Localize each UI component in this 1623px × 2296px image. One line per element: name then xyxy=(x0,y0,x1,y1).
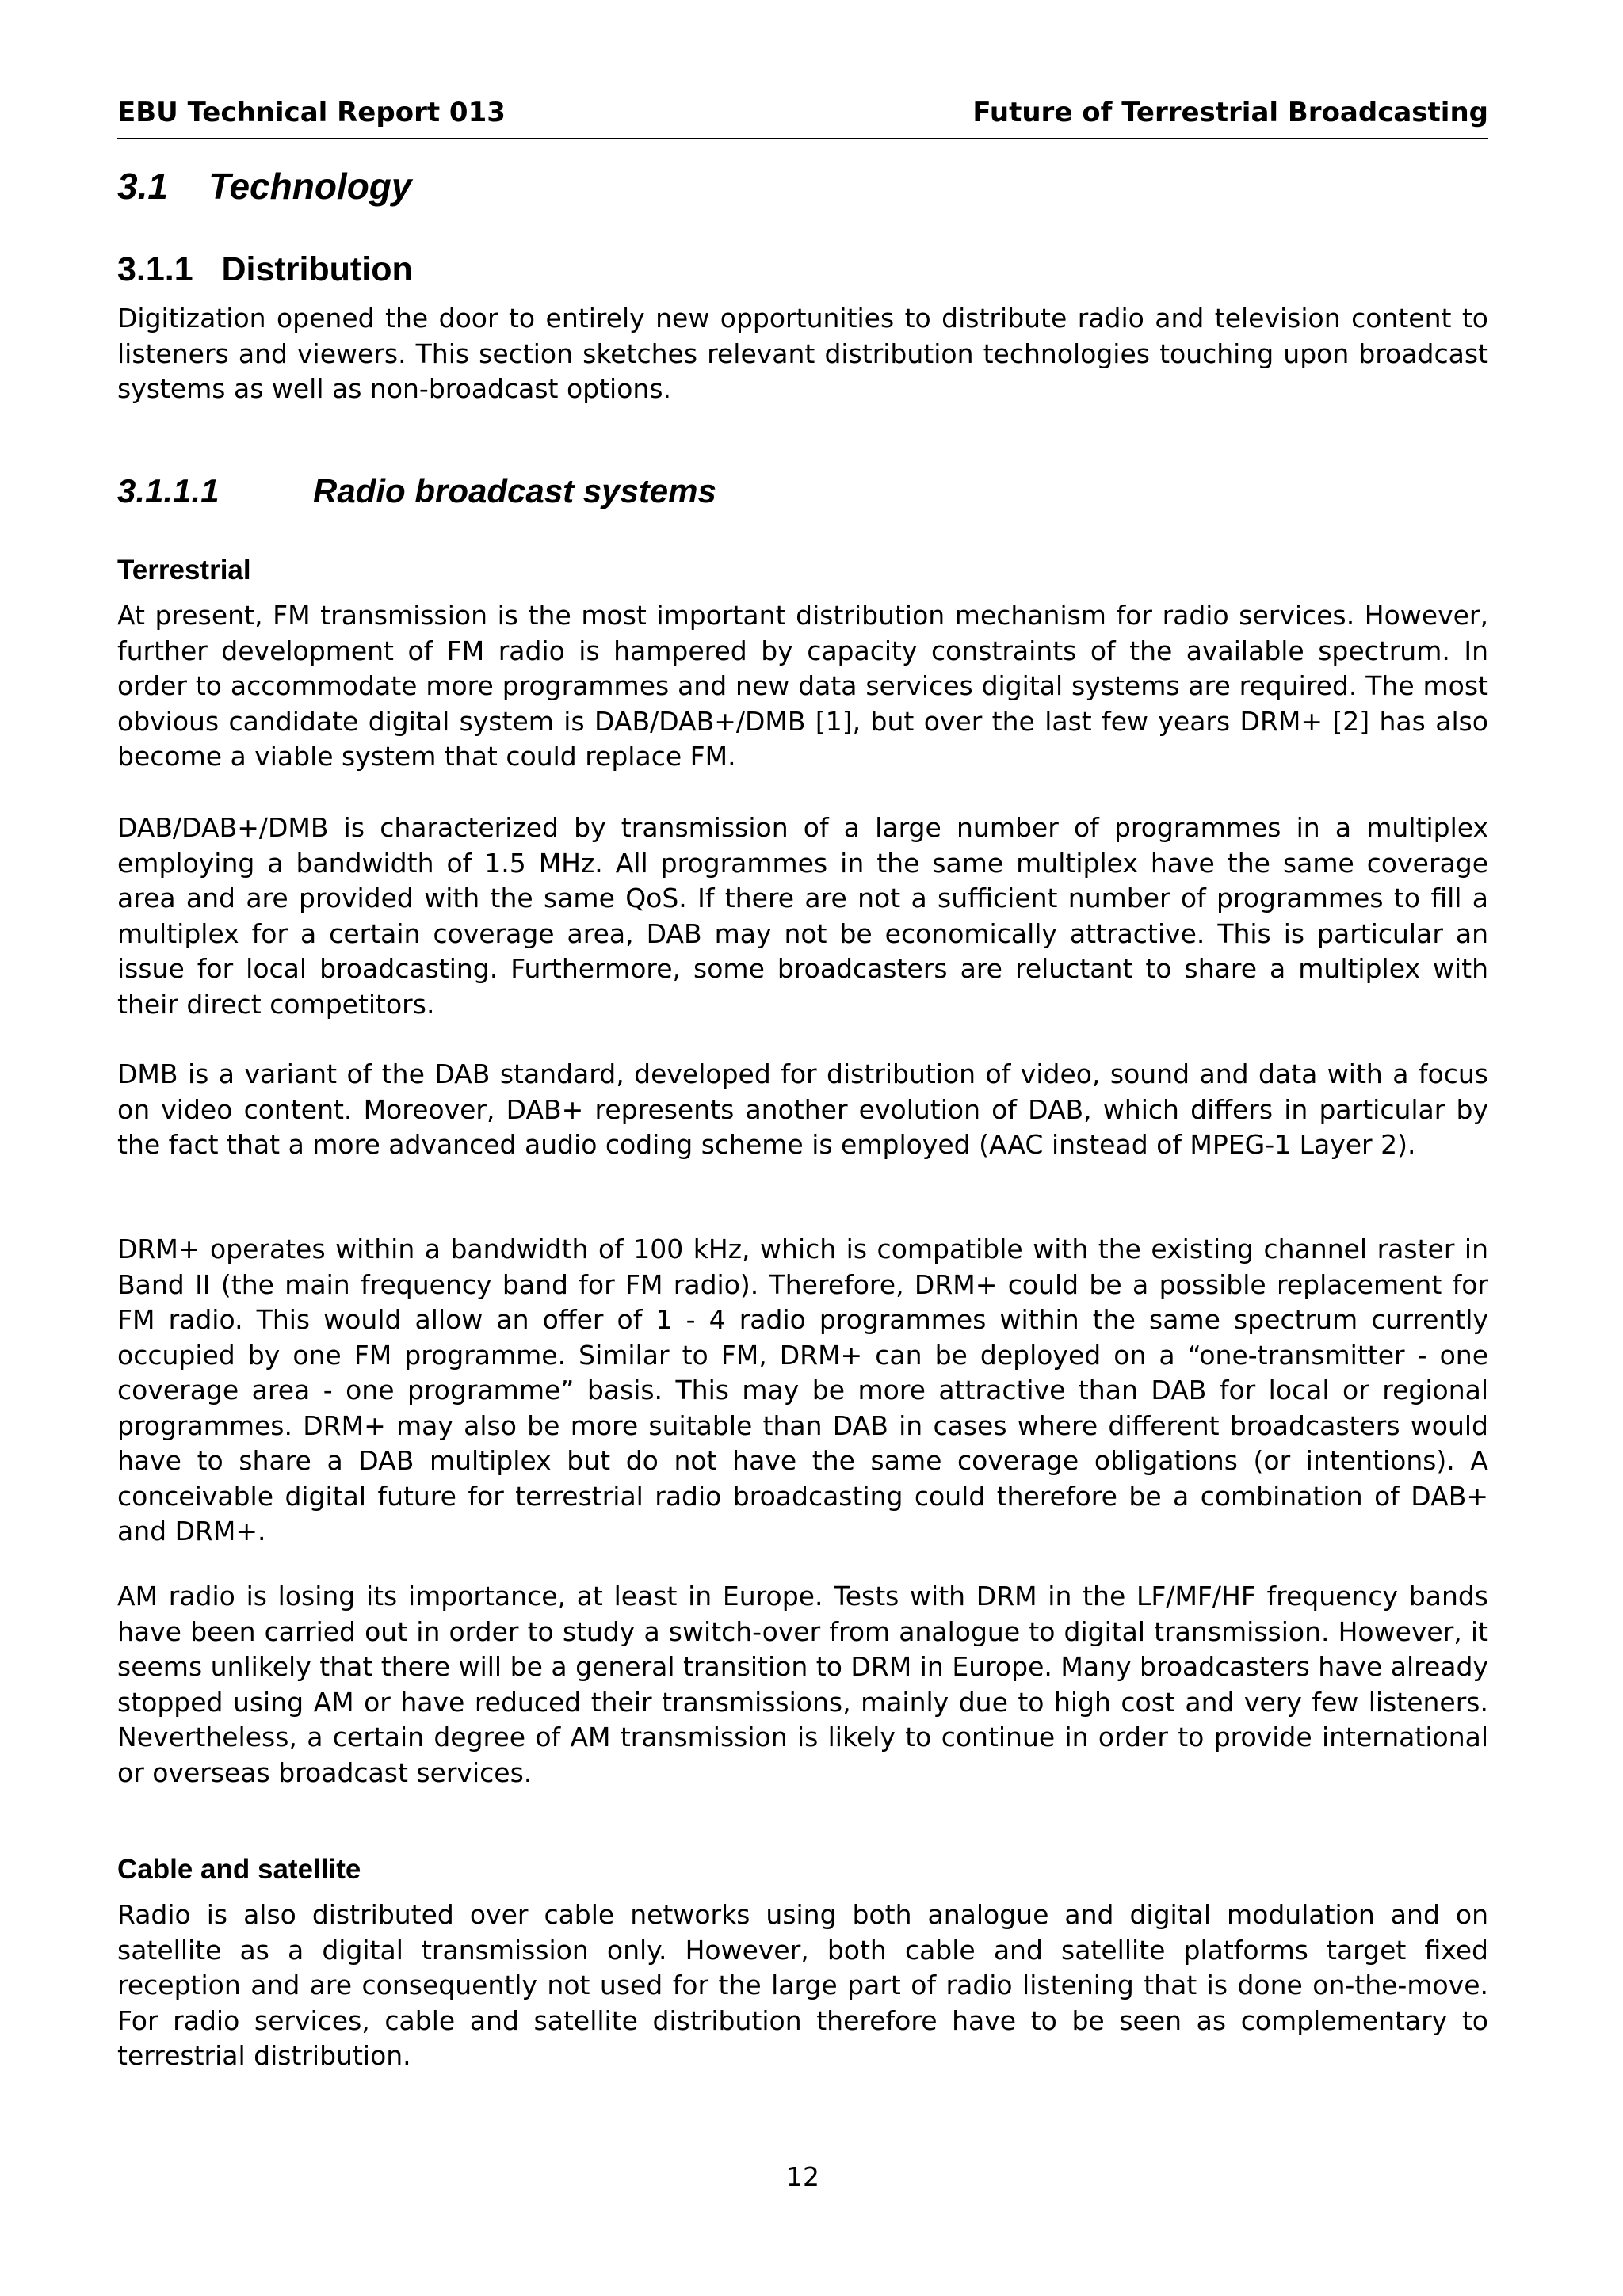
cable-satellite-heading: Cable and satellite xyxy=(117,1854,361,1885)
terrestrial-paragraph-am: AM radio is losing its importance, at least in Europe. Tests with DRM in the LF/MF/HF frequency bands have been carried out in order to study a switch-over from analogue to digital transmission. However, it seems unlikely that there will be a general transition to DRM in Europe. Many broadcasters have already stopped using AM or have reduced their transmissions, mainly due to high cost and very few listeners. Nevertheless, a certain degree of AM transmission is likely to continue in order to provide international or overseas broadcast services. xyxy=(117,1581,1488,1788)
header-document-title: Future of Terrestrial Broadcasting xyxy=(972,97,1488,128)
subsubsection-number: 3.1.1.1 xyxy=(117,472,220,509)
subsubsection-heading-radio xyxy=(117,472,716,510)
cable-satellite-paragraph: Radio is also distributed over cable networks using both analogue and digital modulation and on satellite as a digital transmission only. However, both cable and satellite platforms target fixed reception and are consequently not used for the large part of radio listening that is done on-the-move. For radio services, cable and satellite distribution therefore have to be seen as complementary to terrestrial distribution. xyxy=(117,1899,1488,2071)
distribution-intro-paragraph: Digitization opened the door to entirely new opportunities to distribute radio and television content to listeners and viewers. This section sketches relevant distribution technologies touching upon broadcast systems as well as non-broadcast options. xyxy=(117,303,1488,404)
subsection-heading-distribution: 3.1.1 Distribution xyxy=(117,250,413,288)
header-report-title: EBU Technical Report 013 xyxy=(117,97,506,128)
running-header xyxy=(117,97,1488,139)
document-page xyxy=(117,0,1488,2296)
terrestrial-paragraph-fm: At present, FM transmission is the most important distribution mechanism for radio services. However, further development of FM radio is hampered by capacity constraints of the available spectrum. In order to accommodate more programmes and new data services digital systems are required. The most obvious candidate digital system is DAB/DAB+/DMB [1], but over the last few years DRM+ [2] has also become a viable system that could replace FM. xyxy=(117,600,1488,772)
section-heading-technology: 3.1 Technology xyxy=(117,166,412,207)
subsubsection-title: Radio broadcast systems xyxy=(313,472,716,509)
terrestrial-heading: Terrestrial xyxy=(117,555,251,585)
terrestrial-paragraph-dmb: DMB is a variant of the DAB standard, developed for distribution of video, sound and data with a focus on video content. Moreover, DAB+ represents another evolution of DAB, which differs in particular by the fact that a more advanced audio coding scheme is employed (AAC instead of MPEG-1 Layer 2). xyxy=(117,1058,1488,1160)
page-number: 12 xyxy=(786,2161,819,2192)
terrestrial-paragraph-drm: DRM+ operates within a bandwidth of 100 kHz, which is compatible with the existing channel raster in Band II (the main frequency band for FM radio). Therefore, DRM+ could be a possible replacement for FM radio. This would allow an offer of 1 - 4 radio programmes within the same spectrum currently occupied by one FM programme. Similar to FM, DRM+ can be deployed on a “one-transmitter - one coverage area - one programme” basis. This may be more attractive than DAB for local or regional programmes. DRM+ may also be more suitable than DAB in cases where different broadcasters would have to share a DAB multiplex but do not have the same coverage obligations (or intentions). A conceivable digital future for terrestrial radio broadcasting could therefore be a combination of DAB+ and DRM+. xyxy=(117,1234,1488,1547)
terrestrial-paragraph-dab: DAB/DAB+/DMB is characterized by transmission of a large number of programmes in a multiplex employing a bandwidth of 1.5 MHz. All programmes in the same multiplex have the same coverage area and are provided with the same QoS. If there are not a sufficient number of programmes to fill a multiplex for a certain coverage area, DAB may not be economically attractive. This is particular an issue for local broadcasting. Furthermore, some broadcasters are reluctant to share a multiplex with their direct competitors. xyxy=(117,812,1488,1020)
